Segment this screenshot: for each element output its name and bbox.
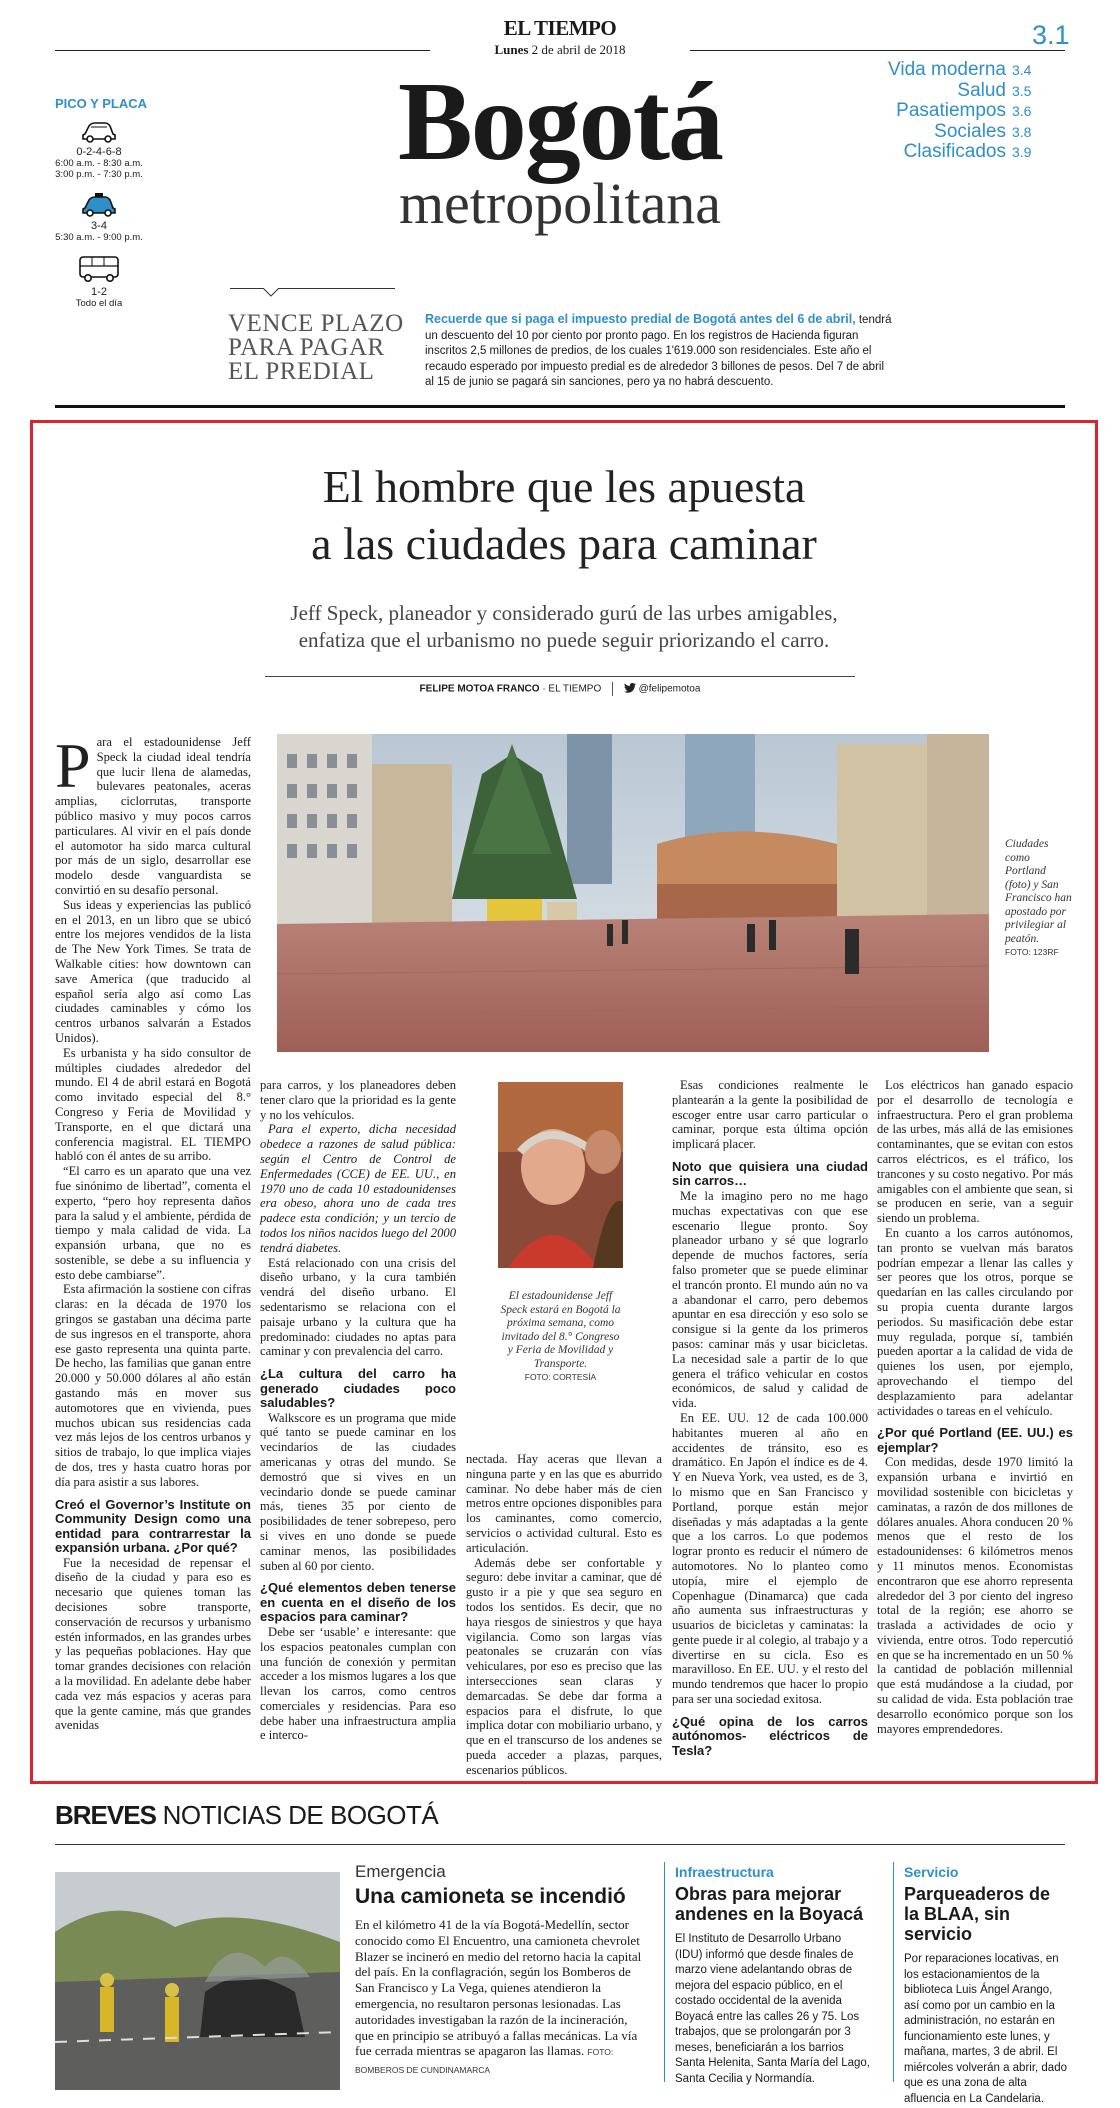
predial-rule bbox=[230, 288, 395, 289]
index-page: 3.9 bbox=[1012, 144, 1032, 160]
paragraph: Esas condiciones realmente le plantearán a la gente la posibilidad de escoger entre usar carro particular o caminar, porque esta última opción implicará placer. bbox=[672, 1078, 868, 1152]
pico-hours: 5:30 a.m. - 9:00 p.m. bbox=[55, 232, 143, 243]
interview-question: ¿La cultura del carro ha generado ciudades poco saludables? bbox=[260, 1366, 456, 1411]
headline-line: a las ciudades para caminar bbox=[311, 518, 817, 569]
predial-text: tendrá un descuento del 10 por ciento por pronto pago. En los registros de Hacienda figuran inscritos 2,5 millones de predios, de los cuales 1'619.000 son residenciales. Este año el recaudo esperado por impuesto predial es de alrededor 3 billones de pesos. Del 7 de abril al 15 de junio se pagará sin sanciones, pero ya no habrá descuento. bbox=[425, 314, 892, 388]
twitter-bird-icon bbox=[624, 683, 636, 693]
index-label: Clasificados bbox=[903, 141, 1006, 162]
index-label: Pasatiempos bbox=[896, 100, 1006, 121]
paragraph: Está relacionado con una crisis del diseño urbano, y la cura también vendrá del diseño urbano. El sedentarismo se relaciona con el paisaje urbano y la cultura que ha predominado: ciudades no aptas para caminar y con prevalencia del carro. bbox=[260, 1255, 456, 1359]
breve-credit: FOTO: BOMBEROS DE CUNDINAMARCA bbox=[355, 2047, 614, 2076]
feature-photo-portland-square bbox=[277, 734, 989, 1052]
breve-category: Servicio bbox=[904, 1864, 959, 1880]
index-page: 3.6 bbox=[1012, 103, 1032, 119]
breve-category: Emergencia bbox=[355, 1862, 446, 1881]
interview-question: ¿Qué opina de los carros autónomos- eléctricos de Tesla? bbox=[672, 1713, 868, 1758]
predial-body bbox=[425, 312, 895, 391]
portrait-caption bbox=[498, 1290, 623, 1385]
pico-hours: 3:00 p.m. - 7:30 p.m. bbox=[55, 169, 143, 180]
interview-question: ¿Qué elementos deben tenerse en cuenta en el diseño de los espacios para caminar? bbox=[260, 1580, 456, 1625]
paragraph: En cuanto a los carros autónomos, tan pronto se vuelvan más baratos podrían empezar a llenar las calles y ser peores que los otros, porque se quedarían en las calles circulando por su propia cuenta durante largos periodos. Su masificación debe estar muy regulada, porque sí, también pueden aportar a la calidad de vida de quienes los usen, por ejemplo, aprovechando el tiempo del desplazamiento para adelantar actividades o tareas en el vehículo. bbox=[877, 1225, 1073, 1418]
predial-head-line: EL PREDIAL bbox=[228, 358, 375, 385]
paragraph: Me la imagino pero no me hago muchas expectativas con que ese escenario llegue pronto. Soy planeador urbano y sé que lograrlo depende de muchos factores, sería falso prometer que se puede eliminar el trancón pronto. El mundo aún no va a abandonar el carro, pero debemos apuntar en esa dirección y eso solo se consigue si la gente da los primeros pasos: caminar más y usar bicicletas. La necesidad sale a partir de lo que genera el tráfico vehicular en costos económicos, de salud y calidad de vida. bbox=[672, 1188, 868, 1411]
date-day: Lunes bbox=[494, 42, 529, 57]
paragraph: Sus ideas y experiencias las publicó en el 2013, en un libro que se ubicó entre los mejores vendidos de la lista de The New York Times. Se trata de Walkable cities: how downtown can save America (que traducido al español sería algo así como Las ciudades caminables y cómo los centros urbanos salvarán a Estados Unidos). bbox=[55, 897, 251, 1045]
predial-lead: Recuerde que si paga el impuesto predial de Bogotá antes del 6 de abril, bbox=[425, 312, 856, 326]
predial-pointer bbox=[263, 288, 279, 297]
section-index bbox=[880, 60, 1040, 163]
paragraph: Es urbanista y ha sido consultor de múltiples ciudades alrededor del mundo. El 4 de abril estará en Bogotá como invitado especial del 8.° Congreso y Feria de Movilidad y Transporte, en el que dictará una conferencia magistral. EL TIEMPO habló con él antes de su arribo. bbox=[55, 1045, 251, 1164]
portrait-credit: FOTO: CORTESÍA bbox=[524, 1372, 597, 1382]
article-column-4 bbox=[672, 1078, 868, 1758]
paragraph: para carros, y los planeadores deben tener claro que la prioridad es la gente y no los vehículos. bbox=[260, 1078, 456, 1122]
portrait-caption-text: El estadounidense Jeff Speck estará en Bogotá la próxima semana, como invitado del 8.° Congreso y Feria de Movilidad y Transporte. bbox=[500, 1290, 621, 1370]
byline-org: · EL TIEMPO bbox=[539, 683, 602, 695]
index-page: 3.5 bbox=[1012, 82, 1032, 99]
newspaper-name: EL TIEMPO bbox=[503, 16, 617, 40]
pico-placa-item bbox=[44, 192, 154, 243]
headline-line: El hombre que les apuesta bbox=[322, 461, 806, 512]
breve-divider bbox=[664, 1862, 665, 2082]
truck-icon bbox=[76, 254, 122, 284]
feature-deck bbox=[30, 600, 1098, 654]
paragraph: Los eléctricos han ganado espacio por el desarrollo de tecnología e infraestructura. Pero el gran problema de las urbes, más allá de las emisiones contaminantes, que se evitan con estos carros eléctricos, es el tráfico, los trancones y su costo negativo. Por más amigables con el ambiente que sean, si se producen en serie, van a seguir siendo un problema. bbox=[877, 1078, 1073, 1226]
paragraph: “El carro es un aparato que una vez fue sinónimo de libertad”, comenta el experto, “pero hoy representa daños para la salud y el ambiente, pérdida de tiempo y mala calidad de vida. La expansión urbana, que no es sostenible, se debe a su influencia y esto debe cambiarse”. bbox=[55, 1164, 251, 1282]
article-column-3 bbox=[466, 1452, 662, 1778]
breves-photo-burned-truck bbox=[55, 1872, 340, 2090]
photo-credit: FOTO: 123RF bbox=[1005, 947, 1059, 957]
paragraph: Debe ser ‘usable’ e interesante: que los espacios peatonales cumplan con una función de conexión y permitan acceder a los mismos lugares a los que llevan los carros, como centros comerciales y residencias. Para eso debe haber una infraestructura amplia e interco- bbox=[260, 1624, 456, 1743]
page-number: 3.1 bbox=[1032, 20, 1070, 50]
byline-rule bbox=[265, 676, 855, 677]
article-column-5 bbox=[877, 1078, 1073, 1736]
interview-question: ¿Por qué Portland (EE. UU.) es ejemplar? bbox=[877, 1425, 1073, 1455]
paragraph: Para el experto, dicha necesidad obedece a razones de salud pública: según el Centro de Control de Enfermedades (CCE) de EE. UU., en 1970 uno de cada 10 estadounidenses era obeso, ahora uno de cada tres padece esta condición; y un tercio de todos los niños nacidos luego del 2000 tendrá diabetes. bbox=[260, 1122, 456, 1255]
section-divider bbox=[55, 405, 1065, 408]
taxi-icon bbox=[79, 192, 119, 218]
photo-caption bbox=[1005, 838, 1073, 960]
index-item[interactable] bbox=[880, 101, 1040, 122]
pico-placa-item bbox=[44, 118, 154, 180]
paragraph: Fue la necesidad de repensar el diseño de la ciudad y para eso es necesario que quienes toman las decisiones sobre transporte, conservación de recursos y urbanismo estén informados, en las grandes urbes y las pequeñas poblaciones. Hay que tomar grandes decisiones con relación a la movilidad. En adelante debe haber cada vez más espacios y aceras para que la gente camine, más que grandes avenidas bbox=[55, 1555, 251, 1733]
pico-digits: 0-2-4-6-8 bbox=[76, 146, 122, 158]
feature-headline bbox=[30, 458, 1098, 572]
breve-title: Una camioneta se incendió bbox=[355, 1885, 626, 1908]
pico-digits: 1-2 bbox=[91, 286, 107, 298]
pico-hours: Todo el día bbox=[75, 298, 123, 309]
predial-head-line: VENCE PLAZO bbox=[228, 310, 404, 337]
index-label: Vida moderna bbox=[888, 59, 1006, 80]
drop-cap: P bbox=[55, 730, 91, 801]
byline bbox=[265, 682, 855, 696]
breve-text: En el kilómetro 41 de la vía Bogotá-Medellín, sector conocido como El Encuentro, una camioneta chevrolet Blazer se incineró en medio del retorno hacia la capital del país. En la conflagración, según los Bomberos de San Francisco y La Vega, quienes atendieron la emergencia, no resultaron personas lesionadas. Las autoridades investigaban la razón de la incineración, que en principio se atribuyó a fallas mecánicas. La vía fue cerrada mientras se apagaron las llamas. bbox=[355, 1917, 642, 2059]
index-page: 3.8 bbox=[1012, 123, 1032, 140]
pico-placa-title: PICO Y PLACA bbox=[55, 96, 147, 111]
paragraph: ara el estadounidense Jeff Speck la ciudad ideal tendría que lucir llena de alamedas, bulevares peatonales, aceras amplias, ciclorrutas, transporte público masivo y muy pocos carros particulares. Al vivir en el país donde el automotor ha sido marca cultural por más de un siglo, desarrollar ese modelo desde vanguardista se convirtió en su desafío personal. bbox=[55, 735, 251, 897]
index-page: 3.4 bbox=[1012, 62, 1032, 78]
breve-body: Por reparaciones locativas, en los estacionamientos de la biblioteca Luis Ángel Arango, así como por un cambio en la administración, no estarán en funcionamiento este lunes, y mañana, martes, 3 de abril. El miércoles volverán a abrir, dado que es una zona de alta afluencia en La Candelaria. bbox=[904, 1953, 1067, 2105]
index-item[interactable] bbox=[880, 81, 1040, 102]
byline-twitter-handle[interactable]: @felipemotoa bbox=[638, 683, 701, 695]
deck-line: Jeff Speck, planeador y considerado gurú de las urbes amigables, bbox=[290, 601, 838, 625]
paragraph: En EE. UU. 12 de cada 100.000 habitantes mueren al año en accidentes de tránsito, eso es dramático. En Japón el índice es de 4. Y en Nueva York, vea usted, es de 3, lo mismo que en San Francisco y Portland, porque están mejor diseñadas y más adaptadas a la gente que a los carros. Lo que podemos lograr pronto es reducir el número de automotores. No lo planteo como utopía, mire el ejemplo de Copenhague (Dinamarca) que cada año aumenta sus infraestructuras y usuarios de bicicletas y caminatas: la gente puede ir al colegio, al trabajo y a divertirse en su cicla. Eso es maravilloso. En EE. UU. y el resto del mundo tendremos que hacer lo propio para ser una sociedad exitosa. bbox=[672, 1410, 868, 1707]
article-column-2 bbox=[260, 1078, 456, 1743]
interview-question: Noto que quisiera una ciudad sin carros… bbox=[672, 1158, 868, 1189]
predial-headline bbox=[228, 312, 408, 384]
breve-body: El Instituto de Desarrollo Urbano (IDU) informó que desde finales de marzo viene adelantando obras de mejora del espacio público, en el costado occidental de la avenida Boyacá entre las calles 26 y 75. Los trabajos, que se prolongarán por 3 meses, beneficiarán a los barrios Santa Helenita, Santa María del Lago, Santa Cecilia y Normandía. bbox=[675, 1933, 870, 2085]
byline-author: FELIPE MOTOA FRANCO bbox=[419, 683, 540, 695]
paragraph: Walkscore es un programa que mide qué tanto se puede caminar en los vecindarios de las ciudades americanas y otras del mundo. Se demostró que si vives en un vecindario donde se puede caminar más, tienes 35 por ciento de posibilidades de tener sobrepeso, pero si vives en uno donde se puede caminar menos, las posibilidades suben al 60 por ciento. bbox=[260, 1410, 456, 1573]
breves-rule bbox=[55, 1844, 1065, 1845]
pico-digits: 3-4 bbox=[91, 220, 107, 232]
breve-title: Parqueaderos de la BLAA, sin servicio bbox=[904, 1884, 1051, 1944]
breve-item-infraestructura bbox=[675, 1864, 870, 2087]
section-subtitle: metropolitana bbox=[398, 171, 722, 236]
predial-head-line: PARA PAGAR bbox=[228, 334, 385, 361]
breves-label: BREVES bbox=[55, 1800, 156, 1830]
article-column-1 bbox=[55, 730, 251, 1733]
breves-header bbox=[55, 1800, 438, 1831]
index-item[interactable] bbox=[880, 142, 1040, 163]
paragraph: Además debe ser confortable y seguro: debe invitar a caminar, que dé gusto ir a pie y que sea seguro en todos los sentidos. Es decir, que no haya riesgos de siniestros y que haya vigilancia. Como son largas vías peatonales se cruzarán con vías vehiculares, por eso es preciso que las intersecciones sean claras y demarcadas. Se debe dar forma a espacios para el disfrute, lo que implica dotar con mobiliario urbano, y que en el transcurso de los andenes se pueda acceder a plazas, parques, escenarios públicos. bbox=[466, 1555, 662, 1777]
section-title: Bogotá bbox=[398, 60, 722, 184]
breve-title: Obras para mejorar andenes en la Boyacá bbox=[675, 1884, 864, 1924]
interview-question: Creó el Governor’s Institute on Community Design como una entidad para contrarrestar la expansión urbana. ¿Por qué? bbox=[55, 1496, 251, 1556]
index-item[interactable] bbox=[880, 122, 1040, 143]
breve-item-emergencia bbox=[355, 1862, 645, 2079]
paragraph: nectada. Hay aceras que llevan a ninguna parte y en las que es aburrido caminar. No debe haber más de cien metros entre opciones disponibles para los caminantes, como comercio, servicios o actividad cultural. Esto es articulación. bbox=[466, 1452, 662, 1555]
pico-hours: 6:00 a.m. - 8:30 a.m. bbox=[55, 158, 143, 169]
car-icon bbox=[79, 118, 119, 144]
date-rest: 2 de abril de 2018 bbox=[528, 42, 626, 57]
byline-separator bbox=[612, 682, 613, 696]
index-label: Salud bbox=[957, 79, 1006, 101]
pico-placa-item bbox=[44, 254, 154, 309]
paragraph: Con medidas, desde 1970 limitó la expansión urbana e invirtió en movilidad sostenible con bicicletas y caminatas, a razón de dos millones de dólares anuales. Ahora conducen 20 % menos que el resto de los estadounidenses: 6 kilómetros menos y 11 minutos menos. Economistas encontraron que ese ahorro representa alrededor del 3 por ciento del ingreso total de la región; ese ahorro se traslada a actividades de ocio y vivienda, entre otros. Todo repercutió en que se ha incrementado en un 50 % la cantidad de población millennial que está mudándose a la ciudad, por su calidad de vida. Esta población trae desarrollo económico porque son los mayores emprendedores. bbox=[877, 1455, 1073, 1736]
photo-caption-text: Ciudades como Portland (foto) y San Francisco han apostado por privilegiar al peatón. bbox=[1005, 838, 1072, 945]
breve-item-servicio bbox=[904, 1864, 1069, 2107]
dateline bbox=[0, 42, 1120, 58]
breve-body bbox=[355, 1917, 645, 2079]
breves-sublabel: NOTICIAS DE BOGOTÁ bbox=[155, 1800, 439, 1830]
portrait-photo-jeff-speck bbox=[498, 1082, 623, 1268]
deck-line: enfatiza que el urbanismo no puede seguir priorizando el carro. bbox=[298, 628, 830, 652]
index-label: Sociales bbox=[934, 120, 1006, 142]
paragraph: Esta afirmación la sostiene con cifras claras: en la década de 1970 los gringos se gastaban una décima parte de sus ingresos en el transporte, ahora ese gasto representa una quinta parte. De hecho, las familias que ganan entre 20.000 y 50.000 dólares al año están gastando más en mover sus automotores que en vivienda, pues muchos ubican sus residencias cada vez más lejos de los centros urbanos y sitios de trabajo, lo que implica viajes de dos, tres y hasta cuatro horas por día para asistir a sus labores. bbox=[55, 1282, 251, 1489]
breve-divider bbox=[893, 1862, 894, 2082]
breve-category: Infraestructura bbox=[675, 1864, 774, 1880]
index-item[interactable] bbox=[880, 60, 1040, 81]
